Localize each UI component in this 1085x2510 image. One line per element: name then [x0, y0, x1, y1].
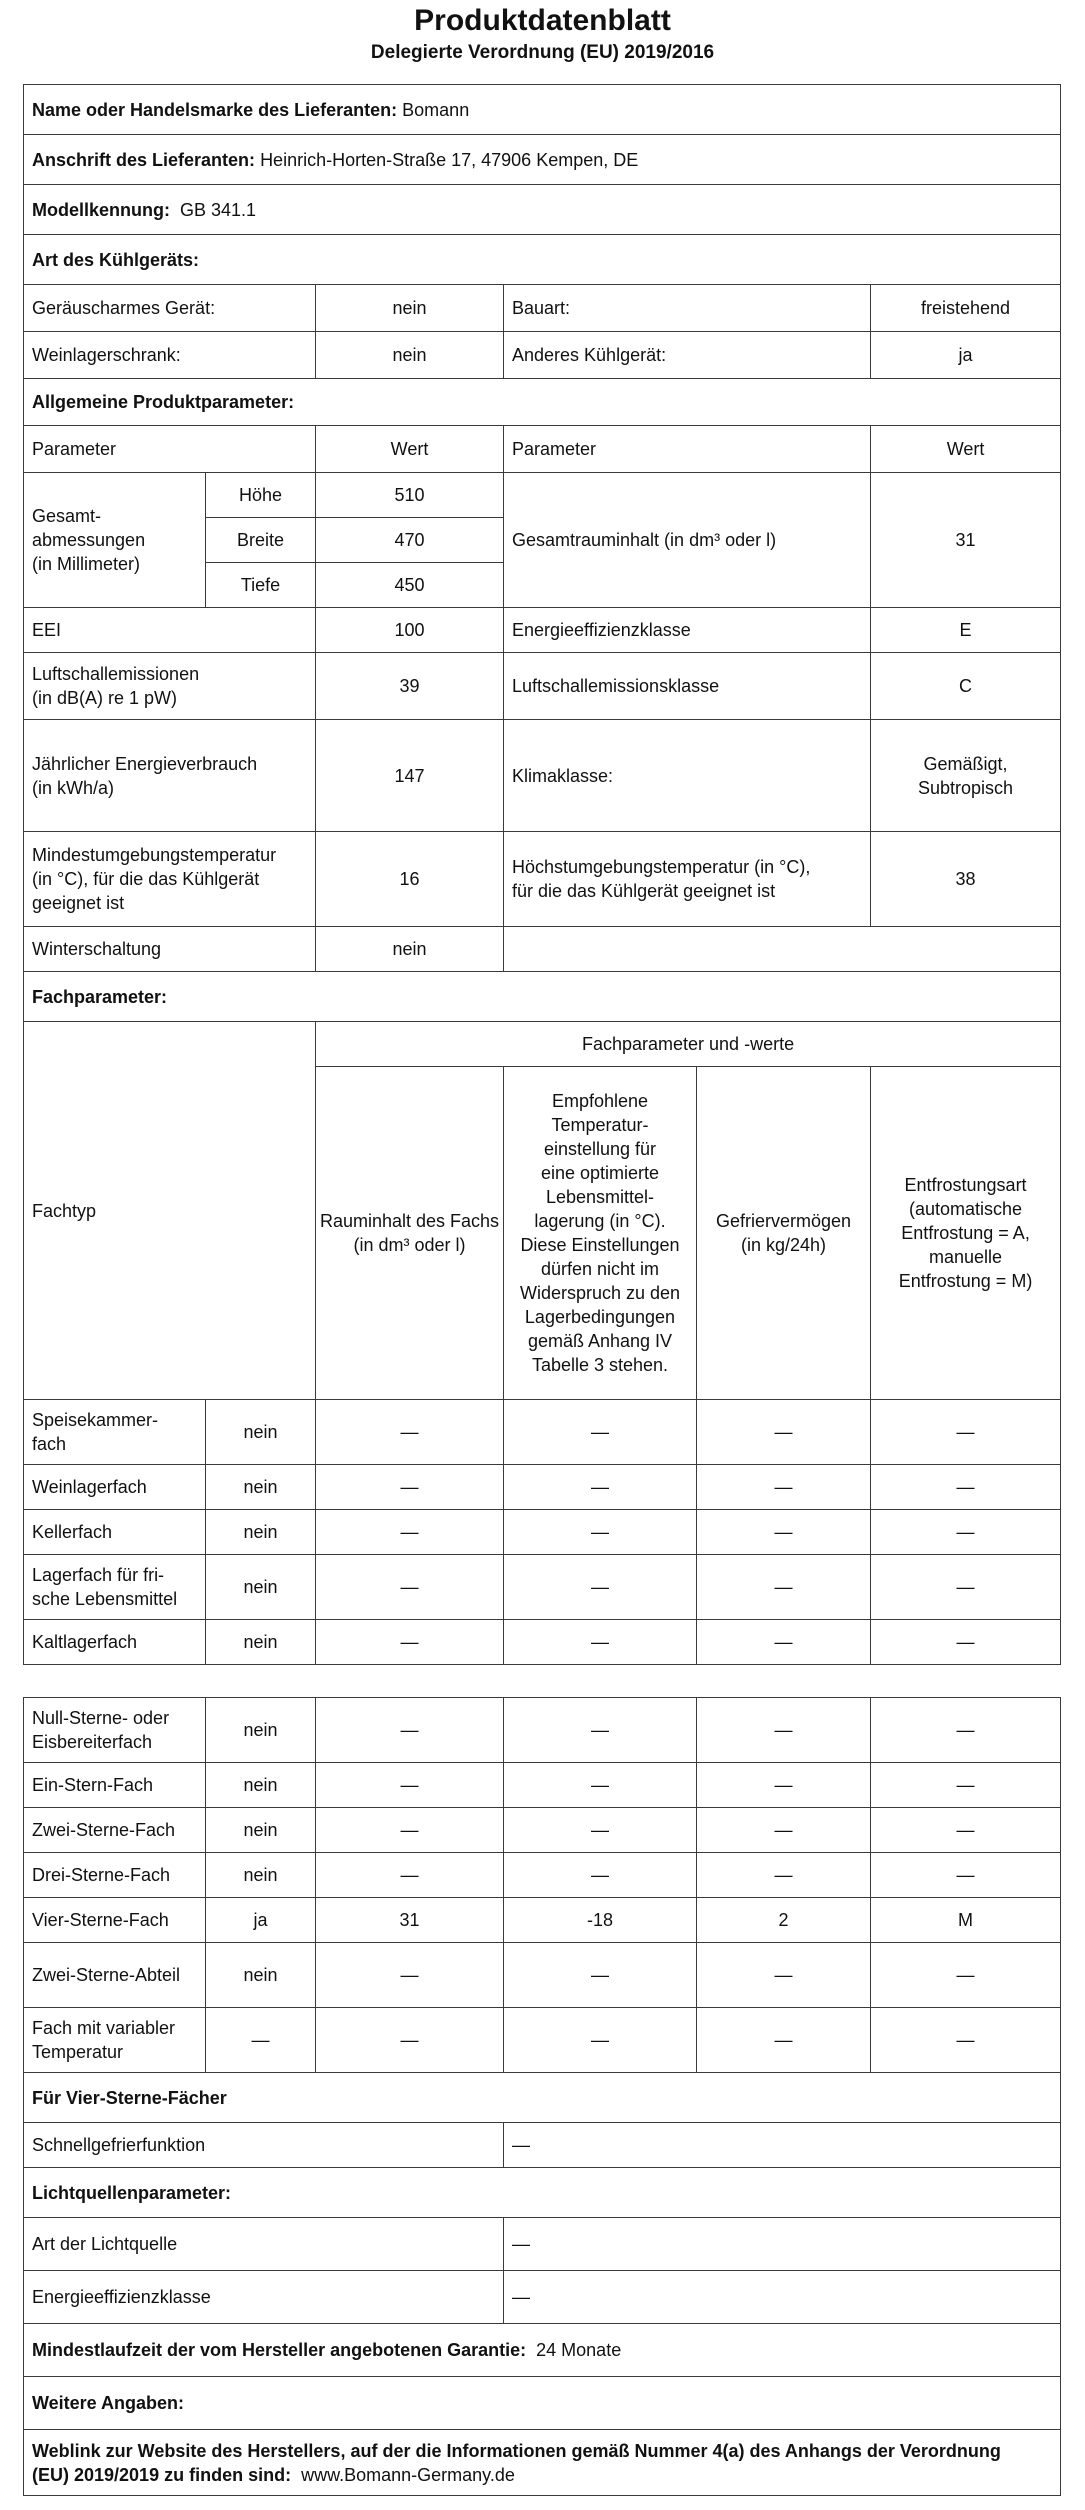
- compartment-temp: -18: [504, 1898, 697, 1943]
- compartment-volume: —: [316, 1698, 504, 1763]
- supplier-row: Name oder Handelsmarke des Lieferanten: Bomann: [24, 85, 1061, 135]
- noise-class-label: Luftschallemissionsklasse: [504, 653, 871, 720]
- sheet-title: Produktdatenblatt: [414, 4, 671, 37]
- quick-freeze-label: Schnellgefrierfunktion: [24, 2123, 504, 2168]
- product-data-table: [23, 84, 1061, 1665]
- design-label: Bauart:: [504, 285, 871, 332]
- compartment-temp: —: [504, 1853, 697, 1898]
- compartment-table-2: [23, 1697, 1061, 2496]
- table-row: [24, 1853, 1061, 1898]
- light-energy-class-value: —: [504, 2271, 1061, 2324]
- min-temp-value: 16: [316, 832, 504, 927]
- table-row: [24, 1510, 1061, 1555]
- compartment-name: Drei-Sterne-Fach: [24, 1853, 206, 1898]
- compartment-volume: —: [316, 1465, 504, 1510]
- additional-info-heading: Weitere Angaben:: [24, 2377, 1061, 2430]
- compartment-present: nein: [206, 1763, 316, 1808]
- depth-label: Tiefe: [206, 563, 316, 608]
- eei-label: EEI: [24, 608, 316, 653]
- compartment-defrost: —: [871, 1510, 1061, 1555]
- dimensions-label: Gesamt- abmessungen (in Millimeter): [24, 473, 206, 608]
- light-energy-class-label: Energieeffizienzklasse: [24, 2271, 504, 2324]
- compartment-freeze: —: [697, 1555, 871, 1620]
- table-row: [24, 1763, 1061, 1808]
- compartment-defrost: —: [871, 1808, 1061, 1853]
- depth-value: 450: [316, 563, 504, 608]
- compartment-present: nein: [206, 1808, 316, 1853]
- compartment-name: Fach mit variabler Temperatur: [24, 2008, 206, 2073]
- warranty-row: Mindestlaufzeit der vom Hersteller angebotenen Garantie: 24 Monate: [24, 2324, 1061, 2377]
- table-row: [24, 1555, 1061, 1620]
- compartment-defrost: —: [871, 1943, 1061, 2008]
- compartment-defrost: —: [871, 1763, 1061, 1808]
- compartment-volume: 31: [316, 1898, 504, 1943]
- compartment-freeze: 2: [697, 1898, 871, 1943]
- climate-class-value: Gemäßigt, Subtropisch: [871, 720, 1061, 832]
- table-row: [24, 1898, 1061, 1943]
- light-type-value: —: [504, 2218, 1061, 2271]
- width-value: 470: [316, 518, 504, 563]
- compartment-name: Zwei-Sterne-Fach: [24, 1808, 206, 1853]
- noise-class-value: C: [871, 653, 1061, 720]
- compartment-present: nein: [206, 1510, 316, 1555]
- height-label: Höhe: [206, 473, 316, 518]
- warranty-value: 24 Monate: [536, 2340, 622, 2360]
- weblink-row: Weblink zur Website des Herstellers, auf der die Informationen gemäß Nummer 4(a) des Anhangs der Verordnung (EU) 2019/2019 zu finden sind: www.Bomann-Germany.de: [24, 2430, 1061, 2496]
- compartment-volume: —: [316, 1943, 504, 2008]
- max-temp-label: Höchstumgebungstemperatur (in °C), für die das Kühlgerät geeignet ist: [504, 832, 871, 927]
- general-heading: Allgemeine Produktparameter:: [24, 379, 1061, 426]
- total-volume-label: Gesamtrauminhalt (in dm³ oder l): [504, 473, 871, 608]
- address-value: Heinrich-Horten-Straße 17, 47906 Kempen, DE: [260, 149, 639, 170]
- compartment-present: nein: [206, 1620, 316, 1665]
- compartment-freeze: —: [697, 1943, 871, 2008]
- low-noise-label: Geräuscharmes Gerät:: [24, 285, 316, 332]
- col-temp-header: Empfohlene Temperatur- einstellung für eine optimierte Lebensmittel- lagerung (in °C). Diese Einstellungen dürfen nicht im Widerspruch zu den Lagerbedingungen gemäß Anhang IV Tabelle 3 stehen.: [504, 1067, 697, 1400]
- wine-cabinet-label: Weinlagerschrank:: [24, 332, 316, 379]
- total-volume-value: 31: [871, 473, 1061, 608]
- compartment-present: nein: [206, 1400, 316, 1465]
- compartment-temp: —: [504, 2008, 697, 2073]
- model-row: Modellkennung: GB 341.1: [24, 185, 1061, 235]
- compartment-temp: —: [504, 1763, 697, 1808]
- compartment-present: ja: [206, 1898, 316, 1943]
- supplier-value: Bomann: [402, 99, 470, 120]
- other-appliance-label: Anderes Kühlgerät:: [504, 332, 871, 379]
- compartment-present: nein: [206, 1698, 316, 1763]
- compartment-defrost: —: [871, 1400, 1061, 1465]
- compartment-name: Weinlagerfach: [24, 1465, 206, 1510]
- compartment-volume: —: [316, 1763, 504, 1808]
- noise-label: Luftschallemissionen (in dB(A) re 1 pW): [24, 653, 316, 720]
- min-temp-label: Mindestumgebungstemperatur (in °C), für die das Kühlgerät geeignet ist: [24, 832, 316, 927]
- compartment-freeze: —: [697, 1698, 871, 1763]
- wine-cabinet-value: nein: [316, 332, 504, 379]
- max-temp-value: 38: [871, 832, 1061, 927]
- table-row: [24, 1620, 1061, 1665]
- other-appliance-value: ja: [871, 332, 1061, 379]
- compartment-freeze: —: [697, 1620, 871, 1665]
- table-row: [24, 1698, 1061, 1763]
- climate-class-label: Klimaklasse:: [504, 720, 871, 832]
- compartment-temp: —: [504, 1698, 697, 1763]
- compartment-name: Kaltlagerfach: [24, 1620, 206, 1665]
- compartment-temp: —: [504, 1465, 697, 1510]
- compartment-name: Kellerfach: [24, 1510, 206, 1555]
- compartment-defrost: —: [871, 1698, 1061, 1763]
- compartment-name: Zwei-Sterne-Abteil: [24, 1943, 206, 2008]
- compartment-temp: —: [504, 1510, 697, 1555]
- compartment-temp: —: [504, 1555, 697, 1620]
- compartment-volume: —: [316, 1808, 504, 1853]
- param-header: Parameter: [24, 426, 316, 473]
- table-row: [24, 1400, 1061, 1465]
- compartment-defrost: —: [871, 1555, 1061, 1620]
- col-freeze-header: Gefriervermögen (in kg/24h): [697, 1067, 871, 1400]
- compartment-freeze: —: [697, 1853, 871, 1898]
- compartment-name: Vier-Sterne-Fach: [24, 1898, 206, 1943]
- weblink-value[interactable]: www.Bomann-Germany.de: [301, 2464, 515, 2485]
- table-row: [24, 1808, 1061, 1853]
- energy-class-value: E: [871, 608, 1061, 653]
- col-volume-header: Rauminhalt des Fachs (in dm³ oder l): [316, 1067, 504, 1400]
- height-value: 510: [316, 473, 504, 518]
- compartment-temp: —: [504, 1620, 697, 1665]
- compartment-volume: —: [316, 1555, 504, 1620]
- value-header: Wert: [316, 426, 504, 473]
- table-row: [24, 1943, 1061, 2008]
- eei-value: 100: [316, 608, 504, 653]
- compartment-name: Lagerfach für fri- sche Lebensmittel: [24, 1555, 206, 1620]
- compartment-name: Null-Sterne- oder Eisbereiterfach: [24, 1698, 206, 1763]
- compartment-temp: —: [504, 1943, 697, 2008]
- appliance-type-heading: Art des Kühlgeräts:: [24, 235, 1061, 285]
- compartment-name: Ein-Stern-Fach: [24, 1763, 206, 1808]
- compartment-freeze: —: [697, 1400, 871, 1465]
- compartment-freeze: —: [697, 1465, 871, 1510]
- param-header-right: Parameter: [504, 426, 871, 473]
- compartment-present: nein: [206, 1465, 316, 1510]
- col-defrost-header: Entfrostungsart (automatische Entfrostung = A, manuelle Entfrostung = M): [871, 1067, 1061, 1400]
- compartment-defrost: —: [871, 1853, 1061, 1898]
- compartment-volume: —: [316, 1400, 504, 1465]
- annual-energy-value: 147: [316, 720, 504, 832]
- four-star-heading: Für Vier-Sterne-Fächer: [24, 2073, 1061, 2123]
- compartment-defrost: —: [871, 1465, 1061, 1510]
- winter-empty-cell: [504, 927, 1061, 972]
- winter-label: Winterschaltung: [24, 927, 316, 972]
- compartment-present: nein: [206, 1555, 316, 1620]
- low-noise-value: nein: [316, 285, 504, 332]
- design-value: freistehend: [871, 285, 1061, 332]
- sheet-subtitle: Delegierte Verordnung (EU) 2019/2016: [370, 42, 715, 63]
- fachtyp-label: Fachtyp: [24, 1022, 316, 1400]
- compartment-temp: —: [504, 1400, 697, 1465]
- energy-class-label: Energieeffizienzklasse: [504, 608, 871, 653]
- compartment-volume: —: [316, 1620, 504, 1665]
- compartment-present: nein: [206, 1943, 316, 2008]
- compartment-freeze: —: [697, 1808, 871, 1853]
- compartment-present: nein: [206, 1853, 316, 1898]
- compartment-freeze: —: [697, 1763, 871, 1808]
- table-row: [24, 1465, 1061, 1510]
- model-value: GB 341.1: [180, 199, 257, 220]
- winter-value: nein: [316, 927, 504, 972]
- value-header-right: Wert: [871, 426, 1061, 473]
- compartment-defrost: —: [871, 1620, 1061, 1665]
- compartment-present: —: [206, 2008, 316, 2073]
- light-type-label: Art der Lichtquelle: [24, 2218, 504, 2271]
- compartment-defrost: M: [871, 1898, 1061, 1943]
- compartment-name: Speisekammer- fach: [24, 1400, 206, 1465]
- compartment-volume: —: [316, 1510, 504, 1555]
- compartment-temp: —: [504, 1808, 697, 1853]
- compartment-volume: —: [316, 1853, 504, 1898]
- compartment-group-header: Fachparameter und -werte: [316, 1022, 1061, 1067]
- compartment-freeze: —: [697, 1510, 871, 1555]
- compartment-volume: —: [316, 2008, 504, 2073]
- noise-value: 39: [316, 653, 504, 720]
- quick-freeze-value: —: [504, 2123, 1061, 2168]
- annual-energy-label: Jährlicher Energieverbrauch (in kWh/a): [24, 720, 316, 832]
- compartments-heading: Fachparameter:: [24, 972, 1061, 1022]
- width-label: Breite: [206, 518, 316, 563]
- compartment-defrost: —: [871, 2008, 1061, 2073]
- address-row: Anschrift des Lieferanten: Heinrich-Horten-Straße 17, 47906 Kempen, DE: [24, 135, 1061, 185]
- table-row: [24, 2008, 1061, 2073]
- compartment-freeze: —: [697, 2008, 871, 2073]
- light-heading: Lichtquellenparameter:: [24, 2168, 1061, 2218]
